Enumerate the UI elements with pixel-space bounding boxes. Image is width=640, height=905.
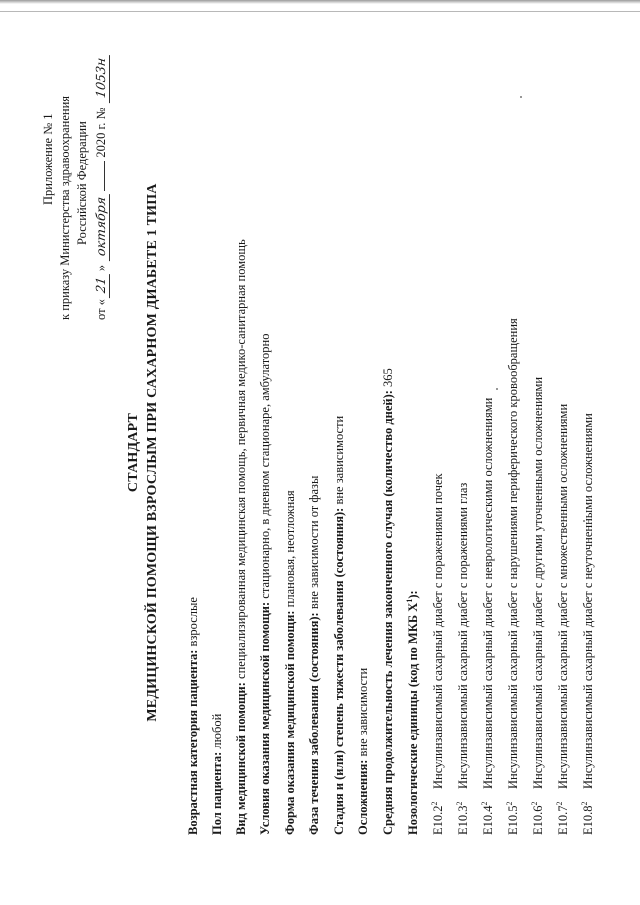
icd-description: Инсулинзависимый сахарный диабет с поражениями почек bbox=[431, 473, 445, 789]
document-title: СТАНДАРТ bbox=[126, 412, 141, 493]
field-label: Фаза течения заболевания (состояния): bbox=[307, 612, 321, 835]
field-treatment-duration bbox=[380, 368, 396, 835]
field-severity bbox=[331, 416, 347, 835]
field-label: Осложнения: bbox=[356, 759, 370, 835]
icd-code: E10.5$^2$ bbox=[504, 801, 520, 835]
appendix-title: Приложение № 1 bbox=[41, 113, 55, 205]
nosology-heading bbox=[405, 590, 421, 835]
date-blank bbox=[104, 161, 105, 191]
icd-row bbox=[580, 413, 596, 835]
icd-description: Инсулинзависимый сахарный диабет с поражениями глаз bbox=[456, 482, 470, 789]
icd-code: E10.8$^2$ bbox=[579, 801, 595, 835]
icd-description: Инсулинзависимый сахарный диабет с неуточненными осложнениями bbox=[581, 413, 595, 789]
field-label: Форма оказания медицинской помощи: bbox=[283, 610, 297, 835]
handwritten-month: октября bbox=[93, 192, 110, 261]
field-care-form bbox=[282, 490, 298, 835]
field-label: Стадия и (или) степень тяжести заболевания (состояния): bbox=[332, 507, 346, 835]
icd-code: E10.3$^2$ bbox=[454, 801, 470, 835]
field-value: любой bbox=[210, 713, 224, 749]
field-value: вне зависимости от фазы bbox=[307, 475, 321, 610]
document-subtitle: МЕДИЦИНСКОЙ ПОМОЩИ ВЗРОСЛЫМ ПРИ САХАРНОМ ДИАБЕТЕ 1 ТИПА bbox=[145, 183, 160, 722]
field-value: вне зависимости bbox=[356, 667, 370, 757]
field-care-type bbox=[233, 239, 249, 835]
icd-row bbox=[430, 473, 446, 835]
icd-description: Инсулинзависимый сахарный диабет с множественными осложнениями bbox=[556, 403, 570, 789]
icd-row bbox=[530, 377, 546, 835]
icd-description: Инсулинзависимый сахарный диабет с неврологическими осложнениями bbox=[481, 397, 495, 789]
nosology-label: Нозологические единицы (код по МКБ X bbox=[406, 602, 420, 835]
icd-code: E10.2$^2$ bbox=[429, 801, 445, 835]
date-prefix: от « bbox=[94, 299, 108, 320]
field-label: Вид медицинской помощи: bbox=[234, 682, 248, 835]
field-value: 365 bbox=[381, 368, 395, 387]
field-value: взрослые bbox=[186, 597, 200, 647]
nosology-footnote: 1 bbox=[404, 598, 414, 603]
icd-description: Инсулинзависимый сахарный диабет с другими уточненными осложнениями bbox=[531, 376, 545, 789]
icd-row bbox=[555, 404, 571, 835]
field-complications bbox=[355, 668, 371, 835]
nosology-label-end: ): bbox=[406, 590, 420, 599]
icd-code: E10.7$^2$ bbox=[554, 801, 570, 835]
handwritten-number: 1053н bbox=[93, 53, 110, 103]
year-label: 2020 г. № bbox=[94, 107, 108, 158]
icd-row bbox=[480, 398, 496, 835]
handwritten-day: 21 bbox=[93, 272, 110, 298]
field-value: стационарно, в дневном стационаре, амбулаторно bbox=[258, 333, 272, 599]
field-sex bbox=[209, 714, 225, 835]
icd-row bbox=[455, 483, 471, 835]
field-label: Средняя продолжительность лечения законченного случая (количество дней): bbox=[381, 390, 395, 835]
field-value: специализированная медицинская помощь, первичная медико-санитарная помощь bbox=[234, 239, 248, 679]
field-care-conditions bbox=[257, 334, 273, 835]
date-mid: » bbox=[94, 264, 108, 272]
field-age bbox=[185, 597, 201, 835]
field-disease-phase bbox=[306, 476, 322, 835]
appendix-order-line: к приказу Министерства здравоохранения bbox=[58, 95, 72, 320]
icd-code: E10.6$^2$ bbox=[529, 801, 545, 835]
field-value: вне зависимости bbox=[332, 415, 346, 505]
appendix-federation-line: Российской Федерации bbox=[75, 121, 89, 245]
icd-code: E10.4$^2$ bbox=[479, 801, 495, 835]
icd-description: Инсулинзависимый сахарный диабет с нарушениями периферического кровообращения bbox=[506, 318, 520, 789]
field-label: Условия оказания медицинской помощи: bbox=[258, 601, 272, 835]
field-label: Пол пациента: bbox=[210, 751, 224, 835]
icd-row bbox=[505, 318, 521, 835]
field-label: Возрастная категория пациента: bbox=[186, 649, 200, 835]
field-value: плановая, неотложная bbox=[283, 490, 297, 608]
appendix-date-line bbox=[93, 52, 110, 320]
